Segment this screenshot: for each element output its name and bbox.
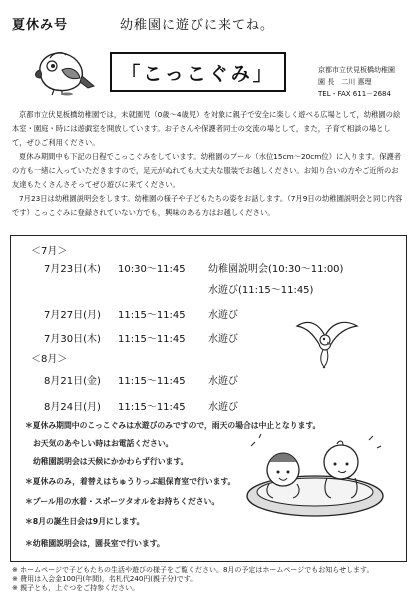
issue-label: 夏休み号 (12, 18, 69, 33)
phone-fax: TEL・FAX 611－2684 (318, 90, 391, 98)
schedule-time: 11:15～11:45 (118, 310, 186, 321)
intro-paragraph: 夏休み期間中も下記の日程でこっこぐみをしています。幼稚園のプール（水位15cm～20cm位）に入ります。保護者の方も一緒に入っていただきますので，足元がぬれても大丈夫な服装でお越しください。お知り合いの方やご近所のお友達もたくさんさそってぜひ遊びに来てください。 (12, 152, 402, 189)
schedule-note: ＊プール用の水着・スポーツタオルをお持ちください。 (25, 497, 220, 506)
organization-info (318, 64, 395, 100)
schedule-row (44, 330, 238, 345)
schedule-event: 水遊び(11:15～11:45) (208, 285, 314, 296)
schedule-box (10, 235, 407, 562)
footer-notes (12, 566, 374, 593)
schedule-note: ＊8月の誕生日会は9月にします。 (25, 517, 145, 526)
schedule-time: 11:15～11:45 (118, 376, 186, 387)
intro-text (12, 108, 404, 220)
schedule-date: 8月24日(月) (44, 402, 101, 413)
month-heading-july: ＜7月＞ (31, 246, 68, 257)
schedule-note: 幼稚園説明会は天候にかかわらず行います。 (33, 457, 189, 466)
schedule-row (44, 398, 238, 413)
schedule-date: 7月23日(木) (44, 264, 101, 275)
footer-note: ※ ホームページで子どもたちの生活や遊びの様子をご覧ください。8月の予定はホームページでもお知らせします。 (12, 566, 374, 574)
babies-in-pool-illustration (239, 426, 387, 522)
footer-note: ※ 親子とも，上ぐつをご持参ください。 (12, 584, 140, 592)
schedule-row (44, 260, 344, 275)
schedule-date: 7月27日(月) (44, 310, 101, 321)
schedule-event: 幼稚園説明会(10:30～11:00) (208, 264, 344, 275)
newsletter-title: 「こっこぐみ」 (110, 52, 286, 92)
seagull-illustration (293, 316, 361, 370)
school-name: 京都市立伏見板橋幼稚園 (318, 66, 395, 74)
month-heading-august: ＜8月＞ (31, 354, 68, 365)
intro-paragraph: 7月23日は幼稚園説明会をします。幼稚園の様子や子どもたちの姿をお話します。（7月9日の幼稚園説明会と同じ内容です）こっこぐみに登録されていない方でも，興味のある方はお越しください。 (12, 194, 403, 217)
schedule-event: 水遊び (208, 376, 238, 387)
schedule-note: お天気のあやしい時はお電話ください。 (33, 439, 174, 448)
schedule-note: ＊夏休みのみ，着替えはちゅうりっぷ組保育室で行います。 (25, 477, 236, 486)
intro-paragraph: 京都市立伏見板橋幼稚園では，未就園児（0歳～4歳児）を対象に親子で安全に楽しく遊べる広場として，幼稚園の絵本室・園庭・時には遊戯室を開放しています。お子さんや保護者同士の交流の場として，また，子育て相談の場として，ぜひご利用ください。 (12, 110, 401, 147)
schedule-time: 11:15～11:45 (118, 402, 186, 413)
schedule-note: ＊夏休み期間中のこっこぐみは水遊びのみですので，雨天の場合は中止となります。 (25, 421, 321, 430)
schedule-date: 7月30日(木) (44, 334, 101, 345)
schedule-time: 11:15～11:45 (118, 334, 186, 345)
schedule-note: ＊幼稚園説明会は，園長室で行います。 (25, 539, 165, 548)
principal-name: 園 長 二川 惠理 (318, 78, 372, 86)
schedule-date: 8月21日(金) (44, 376, 101, 387)
headline: 幼稚園に遊びに来てね。 (120, 18, 275, 33)
parrot-illustration (32, 46, 98, 96)
schedule-row (44, 306, 238, 321)
schedule-row (44, 372, 238, 387)
footer-note: ※ 費用は入会金100円(年間)，名札代240円(親子分)です。 (12, 575, 198, 583)
schedule-event: 水遊び (208, 334, 238, 345)
schedule-time: 10:30～11:45 (118, 264, 186, 275)
schedule-event: 水遊び (208, 402, 238, 413)
schedule-event: 水遊び (208, 310, 238, 321)
